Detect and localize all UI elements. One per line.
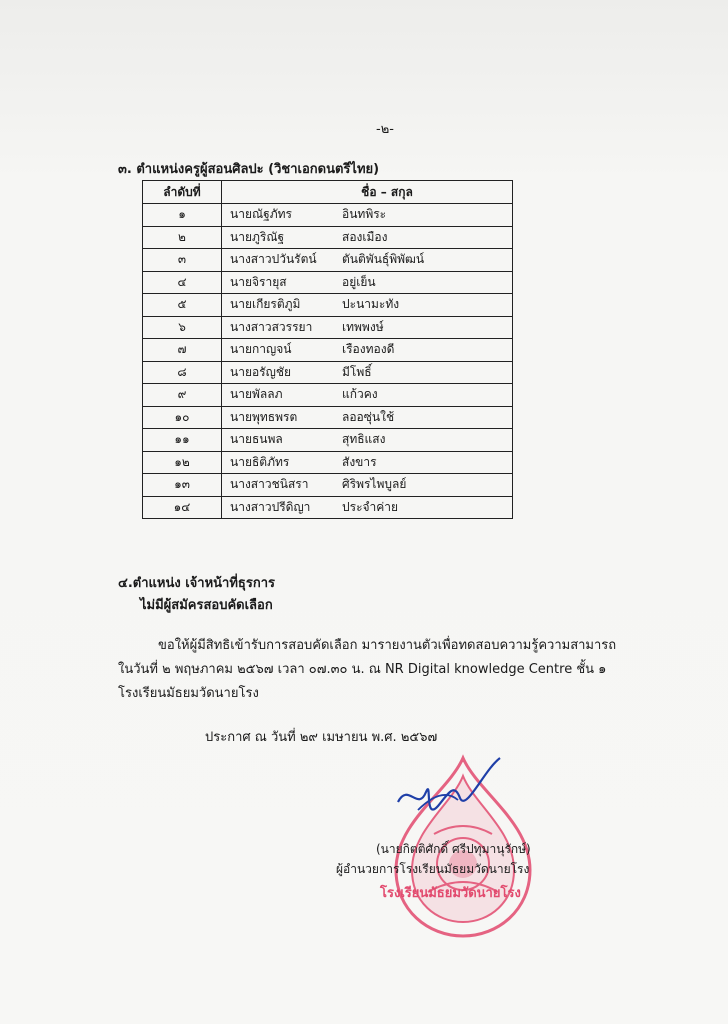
row-number: ๑๔ — [143, 496, 222, 519]
row-number: ๑๑ — [143, 429, 222, 452]
row-number: ๕ — [143, 294, 222, 317]
section4-title: ๔.ตำแหน่ง เจ้าหน้าที่ธุรการ — [118, 576, 275, 591]
row-number: ๙ — [143, 384, 222, 407]
table-row — [143, 429, 513, 452]
first-name: นายภูริณัฐ — [230, 229, 285, 244]
table-row — [143, 496, 513, 519]
full-name — [222, 453, 512, 472]
row-name-cell — [222, 294, 513, 317]
full-name — [222, 205, 512, 224]
row-name-cell — [222, 451, 513, 474]
column-header-name: ชื่อ – สกุล — [222, 181, 513, 204]
first-name: นายพุทธพรต — [230, 409, 298, 424]
full-name — [222, 340, 512, 359]
full-name — [222, 385, 512, 404]
row-name-cell — [222, 271, 513, 294]
table-row — [143, 474, 513, 497]
row-name-cell — [222, 226, 513, 249]
full-name — [222, 408, 512, 427]
last-name: ประจำค่าย — [342, 499, 399, 514]
first-name: นายอรัญชัย — [230, 364, 292, 379]
seal-text: โรงเรียนมัธยมวัดนายโรง — [380, 886, 521, 901]
last-name: สองเมือง — [342, 229, 388, 244]
row-number: ๑๐ — [143, 406, 222, 429]
first-name: นายณัฐภัทร — [230, 207, 292, 222]
signatory-name: (นายกิตติศักดิ์ ศรีปทุมานุรักษ์) — [376, 842, 531, 856]
table-row — [143, 249, 513, 272]
last-name: แก้วคง — [342, 387, 378, 402]
row-name-cell — [222, 474, 513, 497]
last-name: อยู่เย็น — [342, 274, 376, 289]
full-name — [222, 273, 512, 292]
row-name-cell — [222, 496, 513, 519]
table-row — [143, 204, 513, 227]
last-name: มีโพธิ์ — [342, 364, 372, 379]
full-name — [222, 363, 512, 382]
row-name-cell — [222, 204, 513, 227]
full-name — [222, 228, 512, 247]
table-row — [143, 339, 513, 362]
first-name: นายจิรายุส — [230, 274, 287, 289]
candidate-table — [142, 180, 513, 519]
last-name: ศิริพรไพบูลย์ — [342, 477, 407, 492]
first-name: นายเกียรติภูมิ — [230, 297, 301, 312]
row-number: ๗ — [143, 339, 222, 362]
column-header-no: ลำดับที่ — [143, 181, 222, 204]
row-name-cell — [222, 249, 513, 272]
full-name — [222, 475, 512, 494]
first-name: นายกาญจน์ — [230, 342, 292, 357]
page-number: -๒- — [376, 122, 394, 137]
row-number: ๑ — [143, 204, 222, 227]
first-name: นางสาวชนิสรา — [230, 477, 309, 492]
table-row — [143, 316, 513, 339]
first-name: นางสาวปรีดิญา — [230, 499, 311, 514]
row-name-cell — [222, 429, 513, 452]
table-header-row — [143, 181, 513, 204]
table-row — [143, 361, 513, 384]
body-line-1: ขอให้ผู้มีสิทธิเข้ารับการสอบคัดเลือก มารายงานตัวเพื่อทดสอบความรู้ความสามารถ — [158, 638, 617, 653]
announcement-date: ประกาศ ณ วันที่ ๒๙ เมษายน พ.ศ. ๒๕๖๗ — [205, 730, 438, 745]
last-name: ลออซุ่นใช้ — [342, 409, 395, 424]
first-name: นางสาวสวรรยา — [230, 319, 313, 334]
row-number: ๑๓ — [143, 474, 222, 497]
row-name-cell — [222, 361, 513, 384]
last-name: ตันติพันธุ์พิพัฒน์ — [342, 252, 425, 267]
signatory-title: ผู้อำนวยการโรงเรียนมัธยมวัดนายโรง — [336, 862, 530, 876]
last-name: เรืองทองดี — [342, 342, 395, 357]
full-name — [222, 430, 512, 449]
table-body — [143, 204, 513, 519]
row-number: ๑๒ — [143, 451, 222, 474]
table-row — [143, 294, 513, 317]
row-number: ๖ — [143, 316, 222, 339]
row-number: ๔ — [143, 271, 222, 294]
last-name: เทพพงษ์ — [342, 319, 384, 334]
last-name: สุทธิแสง — [342, 432, 386, 447]
row-number: ๓ — [143, 249, 222, 272]
row-name-cell — [222, 316, 513, 339]
full-name — [222, 318, 512, 337]
full-name — [222, 250, 512, 269]
full-name — [222, 295, 512, 314]
row-number: ๒ — [143, 226, 222, 249]
full-name — [222, 498, 512, 517]
first-name: นางสาวปวันรัตน์ — [230, 252, 317, 267]
body-line-2: ในวันที่ ๒ พฤษภาคม ๒๕๖๗ เวลา ๐๗.๓๐ น. ณ NR Digital knowledge Centre ชั้น ๑ — [118, 662, 607, 677]
signature — [388, 752, 508, 832]
table-row — [143, 451, 513, 474]
first-name: นายธิติภัทร — [230, 454, 290, 469]
row-name-cell — [222, 384, 513, 407]
last-name: ปะนามะทัง — [342, 297, 400, 312]
row-name-cell — [222, 406, 513, 429]
section3-heading: ๓. ตำแหน่งครูผู้สอนศิลปะ (วิชาเอกดนตรีไทย) — [118, 162, 380, 177]
body-line-3: โรงเรียนมัธยมวัดนายโรง — [118, 686, 259, 701]
first-name: นายพัลลภ — [230, 387, 283, 402]
table-row — [143, 406, 513, 429]
table-row — [143, 226, 513, 249]
row-number: ๘ — [143, 361, 222, 384]
table-row — [143, 271, 513, 294]
last-name: อินทพิระ — [342, 207, 387, 222]
section4-note: ไม่มีผู้สมัครสอบคัดเลือก — [140, 598, 273, 613]
last-name: สังขาร — [342, 454, 377, 469]
row-name-cell — [222, 339, 513, 362]
first-name: นายธนพล — [230, 432, 283, 447]
table-row — [143, 384, 513, 407]
